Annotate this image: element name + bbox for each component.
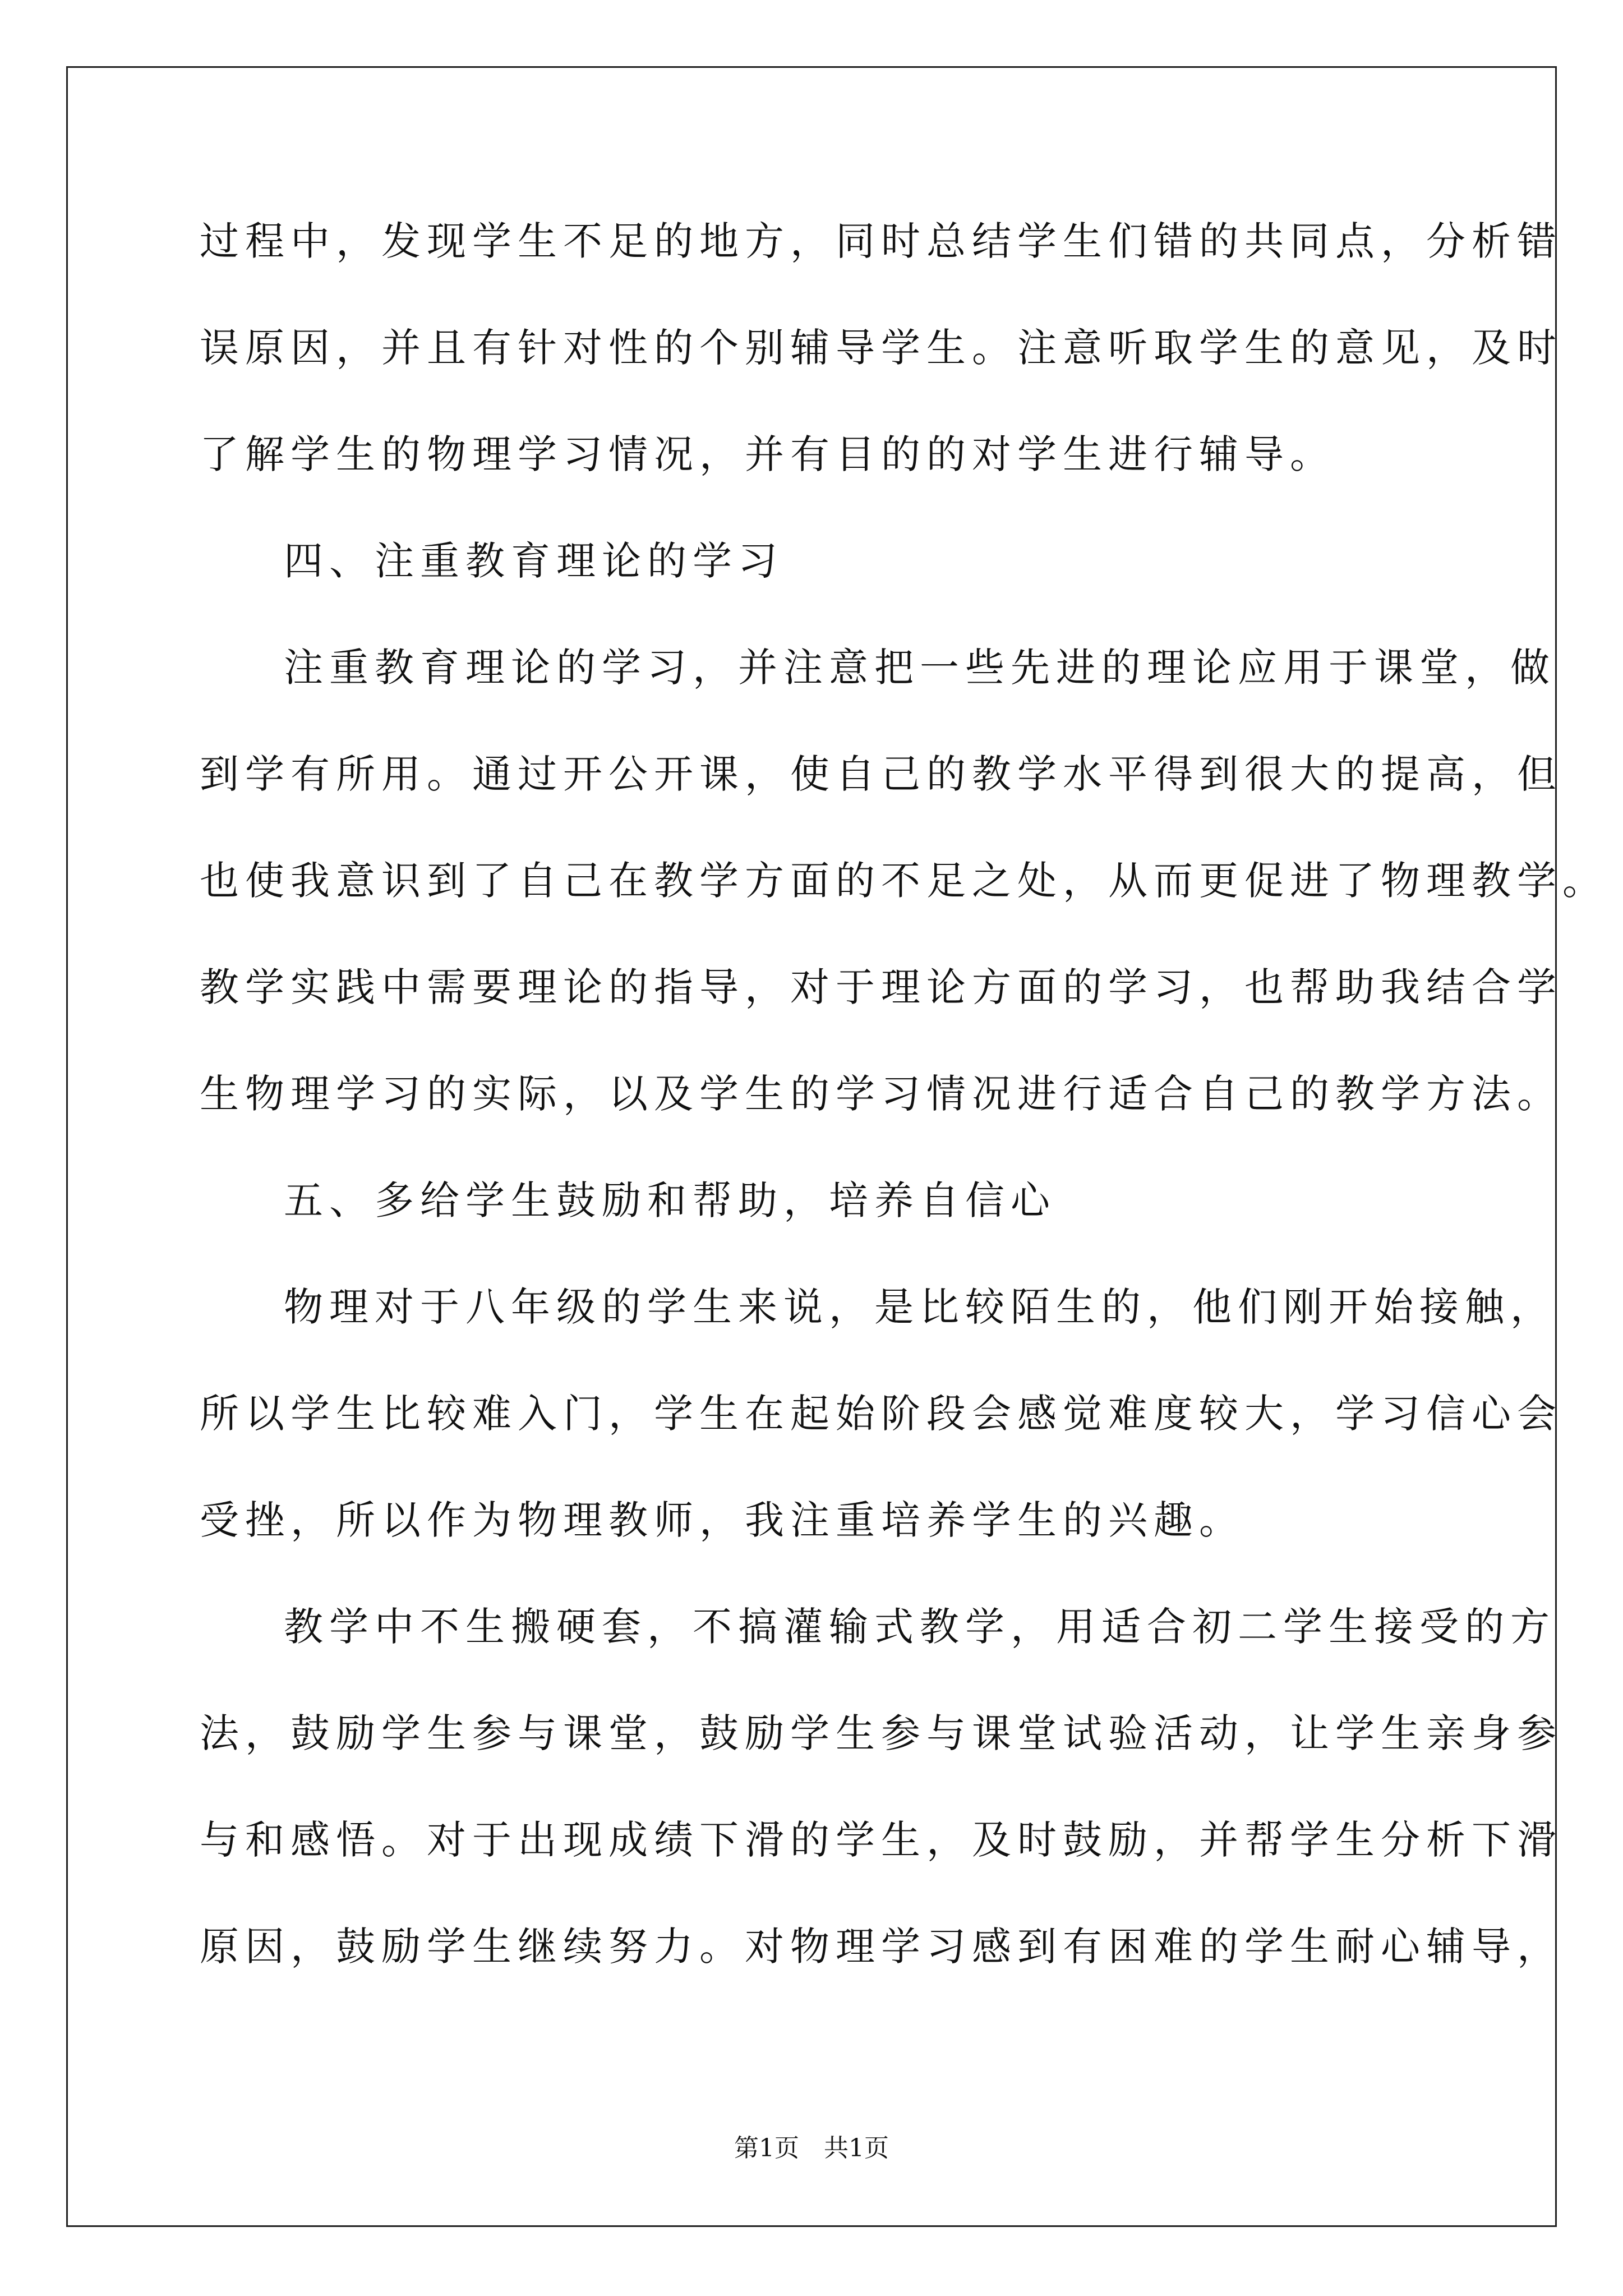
page-number-current: 第1页: [734, 2134, 799, 2162]
text-line: 物理对于八年级的学生来说，是比较陌生的，他们刚开始接触，: [284, 1284, 1556, 1330]
text-line: 过程中，发现学生不足的地方，同时总结学生们错的共同点，分析错: [200, 218, 1562, 264]
text-line: 法，鼓励学生参与课堂，鼓励学生参与课堂试验活动，让学生亲身参: [200, 1710, 1562, 1756]
text-line: 受挫，所以作为物理教师，我注重培养学生的兴趣。: [200, 1497, 1244, 1543]
text-line: 原因，鼓励学生继续努力。对物理学习感到有困难的学生耐心辅导，: [200, 1924, 1562, 1970]
text-line: 教学中不生搬硬套，不搞灌输式教学，用适合初二学生接受的方: [284, 1604, 1556, 1650]
page-number-total: 共1页: [824, 2134, 889, 2162]
section-heading: 五、多给学生鼓励和帮助，培养自信心: [284, 1177, 1056, 1223]
text-line: 也使我意识到了自己在教学方面的不足之处，从而更促进了物理教学。: [200, 858, 1608, 904]
text-line: 教学实践中需要理论的指导，对于理论方面的学习，也帮助我结合学: [200, 964, 1562, 1010]
text-line: 与和感悟。对于出现成绩下滑的学生，及时鼓励，并帮学生分析下滑: [200, 1817, 1562, 1863]
text-line: 注重教育理论的学习，并注意把一些先进的理论应用于课堂，做: [284, 645, 1556, 691]
section-heading: 四、注重教育理论的学习: [284, 538, 783, 584]
text-line: 到学有所用。通过开公开课，使自己的教学水平得到很大的提高，但: [200, 751, 1562, 797]
text-line: 误原因，并且有针对性的个别辅导学生。注意听取学生的意见，及时: [200, 325, 1562, 371]
text-line: 生物理学习的实际，以及学生的学习情况进行适合自己的教学方法。: [200, 1071, 1562, 1117]
page-footer: [0, 2132, 1623, 2165]
text-line: 所以学生比较难入门，学生在起始阶段会感觉难度较大，学习信心会: [200, 1391, 1562, 1437]
page-border: [66, 66, 1557, 2227]
text-line: 了解学生的物理学习情况，并有目的的对学生进行辅导。: [200, 431, 1335, 477]
